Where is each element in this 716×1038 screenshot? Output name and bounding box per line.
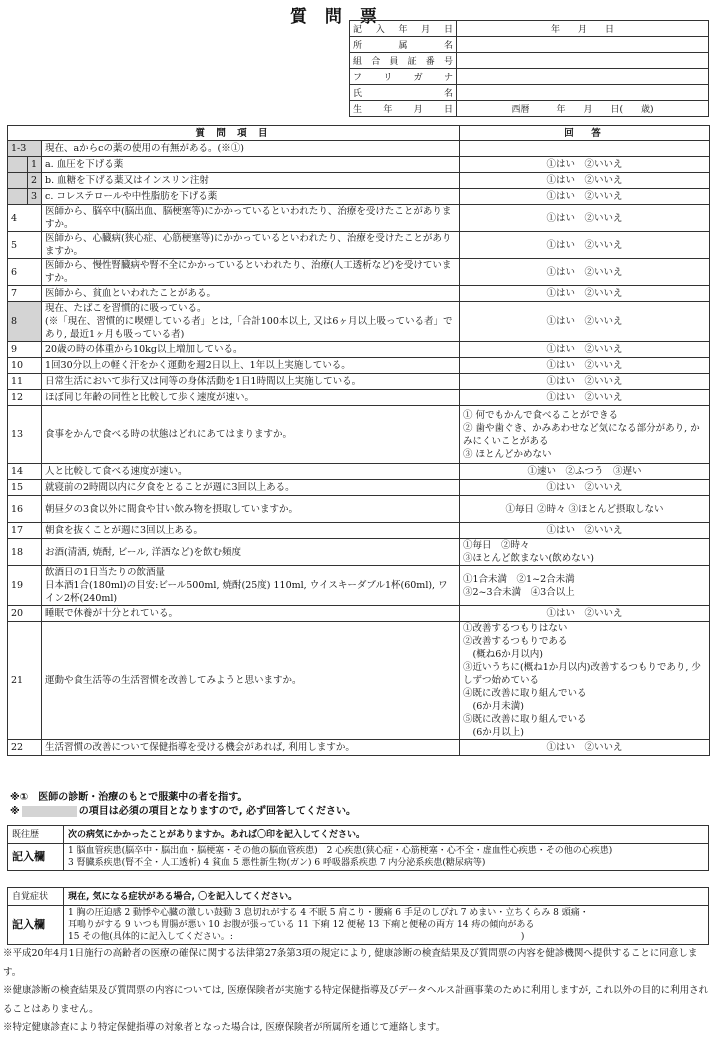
info-value-field[interactable]: 西暦 年 月 日( 歳) [457, 101, 709, 117]
question-row [8, 539, 710, 566]
question-main-text: 飲酒日の1日当たりの飲酒量 [45, 567, 166, 578]
answer-options[interactable]: ①はい ②いいえ [460, 740, 710, 756]
note-medication: ※① 医師の診断・治療のもとで服薬中の者を指す。 [10, 792, 248, 803]
question-text [42, 157, 460, 173]
info-value-field[interactable]: 年 月 日 [457, 21, 709, 37]
question-number: 13 [8, 406, 42, 464]
note-required: ※ の項目は必須の項目となりますので, 必ず回答してください。 [10, 806, 357, 817]
question-main-text: c. コレステロールや中性脂肪を下げる薬 [45, 191, 218, 202]
answer-options[interactable] [460, 622, 710, 740]
symptoms-entry-field[interactable] [64, 906, 709, 945]
info-label-text: 所 属 名 [353, 41, 453, 51]
question-row [8, 232, 710, 259]
info-value-field[interactable] [457, 37, 709, 53]
symptoms-options-line1: 1 胸の圧迫感 2 動悸や心臓の激しい鼓動 3 息切れがする 4 不眠 5 肩こり・腰痛 6 手足のしびれ 7 めまい・立ちくらみ 8 頭痛・ [68, 908, 589, 918]
personal-info-table [349, 20, 709, 117]
notes [10, 791, 356, 819]
answer-options[interactable]: ①はい ②いいえ [460, 232, 710, 259]
question-row [8, 173, 710, 189]
symptoms-box [7, 887, 709, 945]
question-main-text: 20歳の時の体重から10kg以上増加している。 [45, 344, 243, 355]
question-row [8, 259, 710, 286]
answer-options[interactable]: ①はい ②いいえ [460, 157, 710, 173]
info-label [350, 85, 457, 101]
info-row [350, 53, 709, 69]
question-text [42, 358, 460, 374]
question-text [42, 189, 460, 205]
question-row [8, 141, 710, 157]
question-text [42, 232, 460, 259]
question-number: 8 [8, 302, 42, 342]
question-text [42, 539, 460, 566]
question-main-text: 朝昼夕の3食以外に間食や甘い飲み物を摂取していますか。 [45, 503, 299, 515]
question-number: 7 [8, 286, 42, 302]
info-label [350, 37, 457, 53]
answer-option[interactable]: ③ ほとんどかめない [463, 448, 552, 460]
answer-option[interactable]: ①毎日 ②時々 [463, 540, 530, 551]
header-answer: 回 答 [460, 126, 710, 141]
question-number: 22 [8, 740, 42, 756]
symptoms-entry-label: 記入欄 [8, 906, 64, 945]
info-label-text: 生 年 月 日 [353, 105, 453, 115]
history-entry-label: 記入欄 [8, 844, 64, 871]
footer-contact: ※特定健康診査により特定保健指導の対象者となった場合は, 医療保険者が所属所を通じて連絡します。 [3, 1022, 446, 1033]
question-main-text: 医師から、心臓病(狭心症、心筋梗塞等)にかかっているといわれたり、治療を受けたことがありますか。 [45, 233, 452, 257]
question-number: 19 [8, 566, 42, 606]
info-value-field[interactable] [457, 69, 709, 85]
answer-option[interactable]: (6か月未満) [463, 701, 524, 712]
answer-option[interactable]: ② 歯や歯ぐき、かみあわせなど気になる部分があり, かみにくいことがある [463, 422, 700, 447]
group-indent [8, 157, 28, 173]
answer-options[interactable]: ①速い ②ふつう ③遅い [460, 464, 710, 480]
answer-option[interactable]: ① 何でもかんで食べることができる [463, 409, 619, 421]
question-main-text: b. 血糖を下げる薬又はインスリン注射 [45, 175, 209, 186]
question-row [8, 374, 710, 390]
question-main-text: 朝食を抜くことが週に3回以上ある。 [45, 525, 204, 536]
history-heading: 既往歴 [8, 826, 64, 844]
info-label [350, 21, 457, 37]
question-row [8, 566, 710, 606]
question-number: 5 [8, 232, 42, 259]
question-number: 10 [8, 358, 42, 374]
history-entry-field[interactable] [64, 844, 709, 871]
symptoms-heading: 自覚症状 [8, 888, 64, 906]
answer-options[interactable]: ①はい ②いいえ [460, 205, 710, 232]
info-label [350, 69, 457, 85]
symptoms-options-line2: 耳鳴りがする 9 いつも胃腸が悪い 10 お腹が張っている 11 下痢 12 便秘 13 下痢と便秘の両方 14 痔の傾向がある [68, 920, 535, 930]
info-row [350, 21, 709, 37]
info-label [350, 53, 457, 69]
answer-options[interactable] [460, 566, 710, 606]
question-text [42, 523, 460, 539]
question-number: 1-3 [8, 141, 42, 157]
question-row [8, 342, 710, 358]
question-main-text: 就寝前の2時間以内に夕食をとることが週に3回以上ある。 [45, 482, 295, 493]
question-main-text: 医師から、貧血といわれたことがある。 [45, 288, 217, 299]
question-row [8, 189, 710, 205]
questionnaire-table [7, 125, 710, 756]
answer-options[interactable]: ①はい ②いいえ [460, 302, 710, 342]
info-row [350, 101, 709, 117]
footer-data-use: ※健康診断の検査結果及び質問票の内容については, 医療保険者が実施する特定保健指導及びデータヘルス計画事業のために利用しますが, これ以外の目的に利用されることはありません。 [3, 985, 709, 1015]
page-title: 質 問 票 [290, 7, 383, 27]
answer-options[interactable]: ①はい ②いいえ [460, 390, 710, 406]
question-sub-text: (※「現在、習慣的に喫煙している者」とは,「合計100本以上, 又は6ヶ月以上吸っている者」であり, 最近1ヶ月も吸っている者) [45, 316, 453, 340]
question-number: 9 [8, 342, 42, 358]
question-sub-text: 日本酒1合(180ml)の目安:ビール500ml, 焼酎(25度) 110ml, ウイスキーダブル1杯(60ml), ワイン2杯(240ml) [45, 580, 448, 604]
header-question-items: 質 問 項 目 [8, 126, 460, 141]
question-text [42, 740, 460, 756]
answer-option[interactable]: ①改善するつもりはない [463, 623, 568, 634]
question-text [42, 566, 460, 606]
question-text [42, 286, 460, 302]
question-main-text: ほぼ同じ年齢の同性と比較して歩く速度が速い。 [45, 392, 255, 403]
required-shade-sample [22, 806, 77, 817]
question-row [8, 406, 710, 464]
question-row [8, 606, 710, 622]
info-label-text: 氏 名 [353, 89, 453, 99]
question-number: 11 [8, 374, 42, 390]
answer-options[interactable]: ①はい ②いいえ [460, 259, 710, 286]
answer-option[interactable]: ⑤既に改善に取り組んでいる [463, 714, 587, 725]
question-text [42, 496, 460, 523]
answer-options[interactable]: ①はい ②いいえ [460, 606, 710, 622]
answer-option[interactable]: ①1合未満 ②1~2合未満 [463, 573, 575, 585]
question-text [42, 141, 460, 157]
info-row [350, 37, 709, 53]
info-value-field[interactable] [457, 85, 709, 101]
group-indent [8, 189, 28, 205]
question-row [8, 480, 710, 496]
question-main-text: 医師から、慢性腎臓病や腎不全にかかっているといわれたり、治療(人工透析など)を受けていますか。 [45, 260, 452, 284]
answer-options[interactable]: ①はい ②いいえ [460, 189, 710, 205]
info-row [350, 69, 709, 85]
question-row [8, 157, 710, 173]
question-main-text: 医師から、脳卒中(脳出血、脳梗塞等)にかかっているといわれたり、治療を受けたことがありますか。 [45, 206, 452, 230]
answer-options[interactable]: ①はい ②いいえ [460, 480, 710, 496]
question-number: 6 [8, 259, 42, 286]
answer-options[interactable]: ①はい ②いいえ [460, 286, 710, 302]
question-text [42, 390, 460, 406]
question-text [42, 173, 460, 189]
answer-options[interactable]: ①はい ②いいえ [460, 173, 710, 189]
question-row [8, 205, 710, 232]
question-number: 1 [28, 157, 42, 173]
question-number: 3 [28, 189, 42, 205]
question-row [8, 523, 710, 539]
answer-option[interactable]: (6か月以上) [463, 727, 524, 738]
question-text [42, 480, 460, 496]
question-text [42, 302, 460, 342]
history-options-line1: 1 脳血管疾患(脳卒中・脳出血・脳梗塞・その他の脳血管疾患) 2 心疾患(狭心症・心筋梗塞・心不全・虚血性心疾患・その他の心疾患) [68, 846, 613, 856]
history-options-line2: 3 腎臓系疾患(腎不全・人工透析) 4 貧血 5 悪性新生物(ガン) 6 呼吸器系疾患 7 内分泌系疾患(糖尿病等) [68, 858, 486, 868]
question-number: 14 [8, 464, 42, 480]
info-label-text: フ リ ガ ナ [353, 73, 453, 83]
answer-options[interactable] [460, 539, 710, 566]
answer-options[interactable]: ①はい ②いいえ [460, 342, 710, 358]
question-number: 20 [8, 606, 42, 622]
symptoms-options-line3: 15 その他(具体的に記入してください。: ) [68, 932, 525, 942]
question-number: 17 [8, 523, 42, 539]
question-text [42, 406, 460, 464]
answer-option[interactable]: ③近いうちに(概ね1か月以内)改善するつもりであり, 少しずつ始めている [463, 662, 701, 686]
question-number: 18 [8, 539, 42, 566]
answer-options[interactable]: ①はい ②いいえ [460, 523, 710, 539]
medical-history-box [7, 825, 709, 871]
question-number: 12 [8, 390, 42, 406]
question-main-text: 睡眠で休養が十分とれている。 [45, 608, 179, 619]
question-number: 4 [8, 205, 42, 232]
info-label-text: 記 入 年 月 日 [353, 25, 453, 35]
question-row [8, 390, 710, 406]
question-row [8, 740, 710, 756]
info-row [350, 85, 709, 101]
question-text [42, 205, 460, 232]
question-row [8, 464, 710, 480]
answer-options[interactable]: ①はい ②いいえ [460, 374, 710, 390]
footer-consent: ※平成20年4月1日施行の高齢者の医療の確保に関する法律第27条第3項の規定により, 健康診断の検査結果及び質問票の内容を健診機関へ提供することに同意します。 [3, 948, 698, 978]
question-main-text: 運動や食生活等の生活習慣を改善してみようと思いますか。 [45, 675, 302, 686]
question-row [8, 496, 710, 523]
question-main-text: 現在、たばこを習慣的に吸っている。 [45, 303, 207, 314]
question-row [8, 302, 710, 342]
question-row [8, 622, 710, 740]
group-indent [8, 173, 28, 189]
info-label [350, 101, 457, 117]
question-text [42, 622, 460, 740]
question-main-text: 日常生活において歩行又は同等の身体活動を1日1時間以上実施している。 [45, 376, 362, 387]
answer-option[interactable]: ④既に改善に取り組んでいる [463, 688, 587, 699]
history-instruction: 次の病気にかかったことがありますか。あれば〇印を記入してください。 [64, 826, 709, 844]
question-main-text: 人と比較して食べる速度が速い。 [45, 466, 188, 477]
info-value-field[interactable] [457, 53, 709, 69]
question-row [8, 358, 710, 374]
question-text [42, 464, 460, 480]
question-main-text: 生活習慣の改善について保健指導を受ける機会があれば, 利用しますか。 [45, 742, 355, 753]
answer-option[interactable]: ③ほとんど飲まない(飲めない) [463, 553, 594, 564]
symptoms-instruction: 現在, 気になる症状がある場合, 〇を記入してください。 [64, 888, 709, 906]
question-number: 21 [8, 622, 42, 740]
question-number: 16 [8, 496, 42, 523]
answer-options[interactable]: ①毎日 ②時々 ③ほとんど摂取しない [460, 496, 710, 523]
question-text [42, 259, 460, 286]
footer-notes [3, 945, 713, 1038]
answer-options[interactable]: ①はい ②いいえ [460, 358, 710, 374]
answer-options[interactable] [460, 406, 710, 464]
question-number: 15 [8, 480, 42, 496]
answer-option[interactable]: ②改善するつもりである [463, 636, 568, 647]
question-row [8, 286, 710, 302]
answer-options[interactable] [460, 141, 710, 157]
question-text [42, 374, 460, 390]
question-main-text: 食事をかんで食べる時の状態はどれにあてはまりますか。 [45, 429, 293, 440]
question-main-text: 1回30分以上の軽く汗をかく運動を週2日以上、1年以上実施している。 [45, 360, 351, 371]
answer-option[interactable]: ③2~3合未満 ④3合以上 [463, 586, 575, 598]
question-main-text: 現在、aからcの薬の使用の有無がある。(※①) [45, 143, 244, 154]
question-text [42, 606, 460, 622]
question-number: 2 [28, 173, 42, 189]
question-main-text: a. 血圧を下げる薬 [45, 159, 124, 170]
question-main-text: お酒(清酒, 焼酎, ビール, 洋酒など)を飲む頻度 [45, 546, 241, 558]
answer-option[interactable]: (概ね6か月以内) [463, 649, 543, 660]
info-label-text: 組 合 員 証 番 号 [353, 57, 453, 67]
question-text [42, 342, 460, 358]
